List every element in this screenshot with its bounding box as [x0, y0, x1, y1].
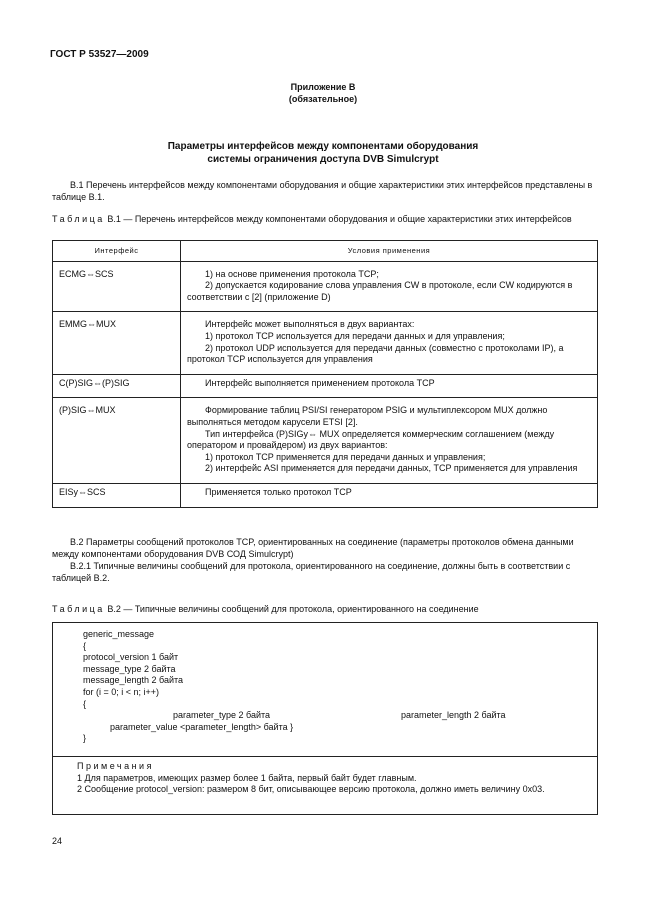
conditions-cell: [181, 261, 598, 312]
note: 1 Для параметров, имеющих размер более 1 байта, первый байт будет главным.: [77, 772, 417, 783]
condition-line: 1) протокол TCP применяется для передачи данных и управления;: [205, 451, 486, 462]
conditions-cell: [181, 312, 598, 374]
code-line: {: [83, 640, 87, 651]
condition-line: Тип интерфейса (P)SIGy⇔ MUX определяется коммерческим соглашением (между оператором и провайдером) из двух вариантов:: [187, 428, 555, 451]
appendix-heading: [0, 140, 646, 166]
table-b1: [52, 240, 598, 508]
caption-text: В.2 — Типичные величины сообщений для протокола, ориентированного на соединение: [107, 604, 479, 614]
heading-line: системы ограничения доступа DVB Simulcrypt: [207, 154, 439, 165]
column-header: Интерфейс: [53, 241, 181, 262]
document-header: ГОСТ Р 53527—2009: [50, 49, 149, 60]
table-row: [53, 312, 598, 374]
code-block: [53, 623, 597, 757]
condition-line: Интерфейс может выполняться в двух вариантах:: [205, 319, 415, 330]
caption-label: Таблица: [52, 214, 105, 224]
code-line: parameter_length 2 байта: [401, 710, 506, 720]
conditions-cell: [181, 374, 598, 398]
code-line: generic_message: [83, 629, 155, 639]
notes-title: Примечания: [77, 761, 154, 771]
code-line: message_type 2 байта: [83, 663, 176, 674]
appendix-status: (обязательное): [288, 93, 358, 104]
paragraph-b2: В.2 Параметры сообщений протоколов TCP, ориентированных на соединение (параметры протоколов обмена данными между компонентами оборудования DVB СОД Simulcrypt): [52, 537, 574, 559]
paragraph-b1: В.1 Перечень интерфейсов между компонентами оборудования и общие характеристики этих интерфейсов представлены в таблице В.1.: [52, 180, 593, 202]
table-b2: [52, 622, 598, 815]
interface-cell: EMMG⇔MUX: [53, 312, 181, 374]
appendix-title: [0, 82, 646, 105]
interface-cell: (P)SIG⇔MUX: [53, 398, 181, 484]
condition-line: Применяется только протокол TCP: [205, 486, 352, 497]
table-b1-caption: [52, 214, 598, 226]
caption-label: Таблица: [52, 604, 105, 614]
interface-cell: EISy⇔SCS: [53, 483, 181, 507]
condition-line: 2) протокол UDP используется для передачи данных (совместно с протоколами IP), а протокол TCP используется для управления: [187, 342, 564, 365]
table-b2-caption: [52, 604, 598, 616]
paragraph-b21: В.2.1 Типичные величины сообщений для протокола, ориентированного на соединение, должны быть в соответствии с таблицей В.2.: [52, 561, 571, 583]
column-header: Условия применения: [181, 241, 598, 262]
interface-cell: C(P)SIG⇔(P)SIG: [53, 374, 181, 398]
code-line: }: [83, 733, 87, 744]
condition-line: Интерфейс выполняется применением протокола TCP: [205, 377, 435, 388]
interface-cell: ECMG⇔SCS: [53, 261, 181, 312]
table-row: [53, 398, 598, 484]
code-line: {: [83, 698, 87, 709]
code-line: protocol_version 1 байт: [83, 652, 179, 663]
condition-line: 1) на основе применения протокола TCP;: [205, 268, 379, 279]
conditions-cell: [181, 398, 598, 484]
code-line: message_length 2 байта: [83, 675, 184, 686]
condition-line: Формирование таблиц PSI/SI генератором PSIG и мультиплексором MUX должно выполняться методом карусели ETSI [2].: [187, 405, 548, 427]
code-line: parameter_value <parameter_length> байта }: [110, 721, 294, 732]
table-row: [53, 483, 598, 507]
heading-line: Параметры интерфейсов между компонентами оборудования: [167, 141, 479, 152]
appendix-label: Приложение В: [290, 82, 356, 92]
notes: [53, 757, 597, 814]
code-line: for (i = 0; i < n; i++): [83, 686, 160, 697]
condition-line: 1) протокол TCP используется для передачи данных и для управления;: [205, 330, 505, 341]
code-line: parameter_type 2 байта: [173, 710, 271, 721]
note: 2 Сообщение protocol_version: размером 8 бит, описывающее версию протокола, должно иметь величину 0x03.: [77, 784, 545, 795]
table-row: [53, 261, 598, 312]
conditions-cell: [181, 483, 598, 507]
page-number: 24: [52, 836, 63, 846]
condition-line: 2) интерфейс ASI применяется для передачи данных, TCP применяется для управления: [205, 463, 578, 474]
condition-line: 2) допускается кодирование слова управления CW в протоколе, если CW кодируются в соответствии с [2] (приложение D): [187, 280, 573, 302]
table-row: [53, 374, 598, 398]
caption-text: В.1 — Перечень интерфейсов между компонентами оборудования и общие характеристики этих интерфейсов: [107, 214, 572, 224]
